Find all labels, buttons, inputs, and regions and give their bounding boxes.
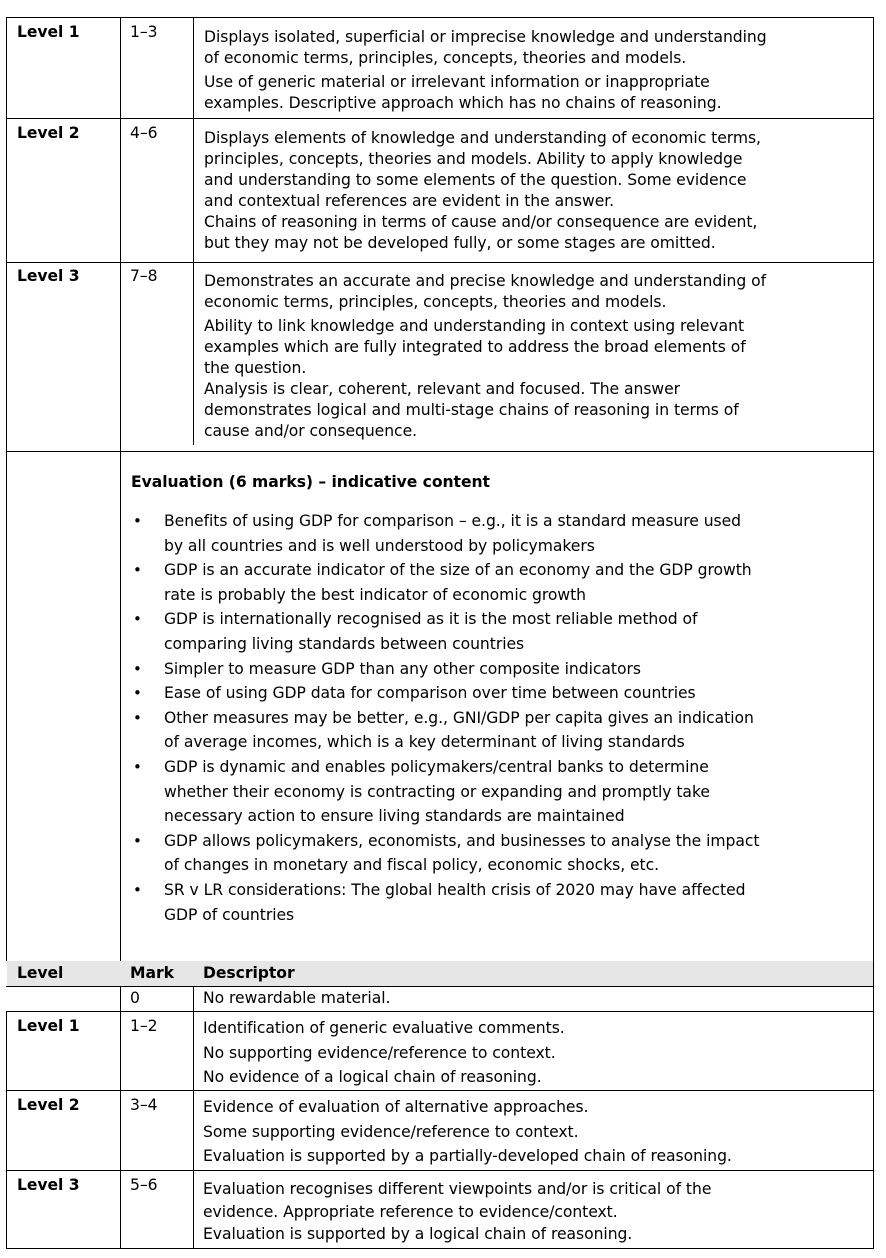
descriptor-line: Use of generic material or irrelevant information or inappropriate bbox=[204, 73, 710, 91]
descriptor-line: Displays elements of knowledge and understanding of economic terms, bbox=[204, 129, 761, 147]
column-divider-mark bbox=[193, 17, 194, 445]
mark-range: 1–2 bbox=[130, 1017, 158, 1035]
bullet-line: • GDP allows policymakers, economists, and businesses to analyse the impact bbox=[164, 831, 760, 850]
row-divider bbox=[6, 118, 874, 119]
descriptor-line: evidence. Appropriate reference to evidence/context. bbox=[203, 1202, 618, 1221]
descriptor-paragraph bbox=[204, 379, 766, 442]
descriptor-line: Analysis is clear, coherent, relevant and focused. The answer bbox=[204, 380, 681, 398]
descriptor bbox=[204, 271, 766, 442]
descriptor-line: Evaluation recognises different viewpoints and/or is critical of the bbox=[203, 1180, 712, 1198]
list-item bbox=[131, 706, 759, 755]
mark-range: 5–6 bbox=[130, 1176, 158, 1194]
list-item bbox=[131, 829, 759, 878]
table-border-left bbox=[6, 17, 7, 961]
list-item bbox=[131, 558, 759, 607]
bullet-line: necessary action to ensure living standards are maintained bbox=[164, 807, 625, 826]
bullet-line: • SR v LR considerations: The global health crisis of 2020 may have affected bbox=[164, 880, 746, 899]
row-divider bbox=[6, 986, 874, 987]
descriptor-line: No supporting evidence/reference to context. bbox=[203, 1043, 556, 1062]
evaluation-bullet-list bbox=[131, 509, 759, 927]
bullet-line: of average incomes, which is a key determinant of living standards bbox=[164, 733, 685, 752]
descriptor-line: economic terms, principles, concepts, theories and models. bbox=[204, 293, 667, 311]
descriptor bbox=[203, 1178, 711, 1246]
bullet-line: • Simpler to measure GDP than any other composite indicators bbox=[164, 659, 641, 678]
column-header-descriptor: Descriptor bbox=[203, 964, 295, 982]
mark-range: 3–4 bbox=[130, 1096, 158, 1114]
descriptor-line: examples. Descriptive approach which has no chains of reasoning. bbox=[204, 94, 722, 112]
list-item bbox=[131, 657, 759, 682]
level-label: Level 1 bbox=[17, 1017, 80, 1035]
descriptor-paragraph bbox=[204, 27, 767, 69]
descriptor-line: Ability to link knowledge and understanding in context using relevant bbox=[204, 317, 745, 335]
bullet-line: • Ease of using GDP data for comparison over time between countries bbox=[164, 684, 696, 703]
descriptor-line: cause and/or consequence. bbox=[204, 422, 418, 440]
descriptor-line: demonstrates logical and multi-stage chains of reasoning in terms of bbox=[204, 401, 739, 419]
column-divider-mark-lower bbox=[193, 961, 194, 1249]
descriptor-line: the question. bbox=[204, 359, 307, 377]
descriptor-line: Chains of reasoning in terms of cause and/or consequence are evident, bbox=[204, 213, 758, 231]
descriptor-paragraph bbox=[204, 316, 766, 379]
level-label: Level 3 bbox=[17, 1176, 80, 1194]
list-item bbox=[131, 607, 759, 656]
descriptor bbox=[204, 27, 767, 114]
column-divider-level-lower bbox=[120, 986, 121, 1249]
bullet-line: of changes in monetary and fiscal policy, economic shocks, etc. bbox=[164, 856, 660, 875]
descriptor bbox=[203, 1016, 565, 1090]
level-label: Level 1 bbox=[17, 23, 80, 41]
bullet-line: • GDP is dynamic and enables policymakers/central banks to determine bbox=[164, 757, 709, 776]
descriptor-line: Displays isolated, superficial or imprecise knowledge and understanding bbox=[204, 28, 767, 46]
descriptor-line: Evidence of evaluation of alternative approaches. bbox=[203, 1098, 589, 1116]
bullet-line: rate is probably the best indicator of economic growth bbox=[164, 585, 586, 604]
row-divider bbox=[6, 262, 874, 263]
descriptor-line: Demonstrates an accurate and precise knowledge and understanding of bbox=[204, 272, 767, 290]
list-item bbox=[131, 755, 759, 829]
list-item bbox=[131, 681, 759, 706]
descriptor-line: Evaluation is supported by a logical chain of reasoning. bbox=[203, 1225, 633, 1243]
row-divider bbox=[6, 1170, 874, 1171]
descriptor-line: of economic terms, principles, concepts, theories and models. bbox=[204, 49, 687, 67]
descriptor-line: Some supporting evidence/reference to context. bbox=[203, 1122, 579, 1141]
descriptor-paragraph bbox=[204, 72, 767, 114]
column-header-level: Level bbox=[17, 964, 64, 982]
level-label: Level 2 bbox=[17, 1096, 80, 1114]
bullet-line: • Benefits of using GDP for comparison – e.g., it is a standard measure used bbox=[164, 512, 742, 530]
descriptor-line: but they may not be developed fully, or some stages are omitted. bbox=[204, 234, 716, 252]
row-divider bbox=[6, 451, 874, 452]
mark-range: 7–8 bbox=[130, 267, 158, 285]
descriptor-line: Identification of generic evaluative comments. bbox=[203, 1019, 565, 1037]
mark-range: 1–3 bbox=[130, 23, 158, 41]
column-divider-level bbox=[120, 17, 121, 961]
row-divider bbox=[6, 1090, 874, 1091]
descriptor-line: principles, concepts, theories and models. Ability to apply knowledge bbox=[204, 150, 743, 168]
bullet-line: • Other measures may be better, e.g., GNI/GDP per capita gives an indication bbox=[164, 708, 754, 727]
table-border-bottom bbox=[6, 1248, 874, 1249]
bullet-line: • GDP is an accurate indicator of the size of an economy and the GDP growth bbox=[164, 561, 752, 580]
evaluation-heading: Evaluation (6 marks) – indicative content bbox=[131, 473, 490, 491]
bullet-line: • GDP is internationally recognised as it is the most reliable method of bbox=[164, 610, 698, 629]
bullet-line: whether their economy is contracting or expanding and promptly take bbox=[164, 782, 710, 801]
descriptor bbox=[204, 128, 761, 254]
descriptor-line: Evaluation is supported by a partially-developed chain of reasoning. bbox=[203, 1147, 732, 1165]
descriptor-paragraph bbox=[204, 271, 766, 313]
bullet-line: by all countries and is well understood by policymakers bbox=[164, 536, 595, 555]
descriptor bbox=[203, 1095, 732, 1169]
table-border-top bbox=[6, 17, 874, 18]
list-item bbox=[131, 509, 759, 558]
row-divider bbox=[6, 1011, 874, 1012]
table-border-right bbox=[873, 17, 874, 1249]
descriptor-line: No rewardable material. bbox=[203, 989, 391, 1007]
descriptor-paragraph bbox=[204, 212, 761, 254]
descriptor-paragraph bbox=[204, 128, 761, 212]
column-header-mark: Mark bbox=[130, 964, 174, 982]
bullet-line: comparing living standards between countries bbox=[164, 634, 525, 653]
list-item bbox=[131, 878, 759, 927]
level-label: Level 2 bbox=[17, 124, 80, 142]
descriptor-line: and contextual references are evident in the answer. bbox=[204, 192, 615, 210]
mark-range: 4–6 bbox=[130, 124, 158, 142]
mark-value: 0 bbox=[130, 989, 140, 1007]
descriptor-line: No evidence of a logical chain of reasoning. bbox=[203, 1068, 542, 1086]
descriptor-line: and understanding to some elements of the question. Some evidence bbox=[204, 171, 747, 189]
table-border-left-lower bbox=[6, 1011, 7, 1249]
bullet-line: GDP of countries bbox=[164, 905, 295, 924]
descriptor-line: examples which are fully integrated to address the broad elements of bbox=[204, 338, 746, 356]
level-label: Level 3 bbox=[17, 267, 80, 285]
